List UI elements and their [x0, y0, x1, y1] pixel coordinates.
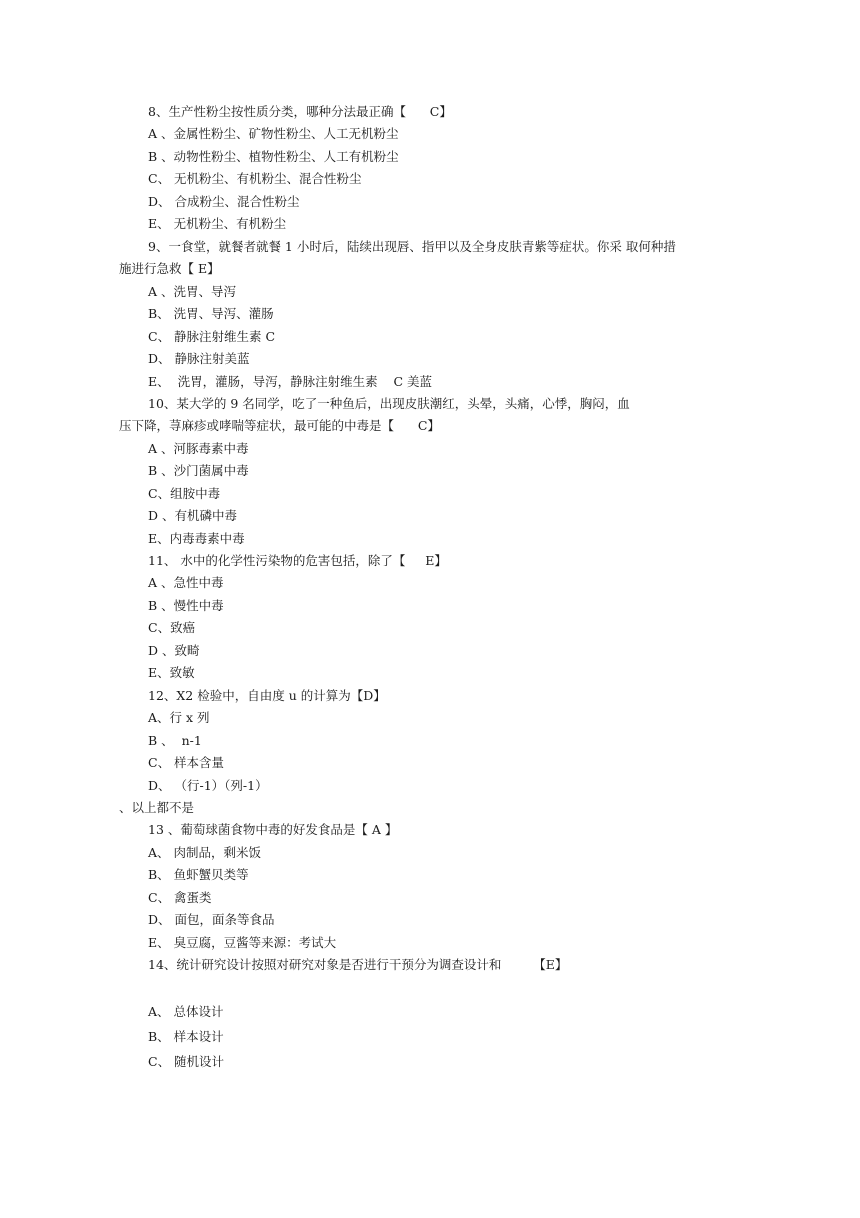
option-12-e: 、以上都不是 [119, 800, 195, 815]
option-11-b: B 、慢性中毒 [148, 598, 224, 613]
option-13-e: E、 臭豆腐，豆酱等来源：考试大 [148, 935, 337, 950]
option-12-b: B 、 n-1 [148, 733, 202, 748]
option-11-e: E、致敏 [148, 665, 195, 680]
option-11-a: A 、急性中毒 [148, 575, 224, 590]
option-10-a: A 、河豚毒素中毒 [148, 441, 249, 456]
question-9: 9、一食堂，就餐者就餐 1 小时后，陆续出现唇、指甲以及全身皮肤青紫等症状。你采 取何种措 [148, 239, 676, 254]
option-10-e: E、内毒毒素中毒 [148, 531, 245, 546]
option-11-c: C、致癌 [148, 620, 196, 635]
option-11-d: D 、致畸 [148, 643, 200, 658]
question-9-continued: 施进行急救【 E】 [119, 261, 220, 276]
option-14-a: A、 总体设计 [148, 1004, 224, 1019]
option-10-c: C、组胺中毒 [148, 486, 221, 501]
question-14: 14、统计研究设计按照对研究对象是否进行干预分为调查设计和 【E】 [148, 957, 568, 972]
option-12-c: C、 样本含量 [148, 755, 225, 770]
question-13: 13 、葡萄球菌食物中毒的好发食品是【 A 】 [148, 822, 398, 837]
option-8-e: E、 无机粉尘、有机粉尘 [148, 216, 287, 231]
option-12-a: A、行 x 列 [148, 710, 210, 725]
option-9-e: E、 洗胃，灌肠，导泻，静脉注射维生素 C 美蓝 [148, 374, 433, 389]
option-13-b: B、 鱼虾蟹贝类等 [148, 867, 249, 882]
option-8-a: A 、金属性粉尘、矿物性粉尘、人工无机粉尘 [148, 126, 399, 141]
question-10: 10、某大学的 9 名同学，吃了一种鱼后，出现皮肤潮红，头晕，头痛，心悸，胸闷，血 [148, 396, 630, 411]
question-12: 12、X2 检验中，自由度 u 的计算为【D】 [148, 688, 386, 703]
option-10-d: D 、有机磷中毒 [148, 508, 237, 523]
option-8-c: C、 无机粉尘、有机粉尘、混合性粉尘 [148, 171, 362, 186]
option-10-b: B 、沙门菌属中毒 [148, 463, 249, 478]
option-8-d: D、 合成粉尘、混合性粉尘 [148, 194, 300, 209]
option-12-d: D、 （行-1）（列-1） [148, 778, 268, 793]
question-11: 11、 水中的化学性污染物的危害包括，除了【 E】 [148, 553, 447, 568]
question-8: 8、生产性粉尘按性质分类，哪种分法最正确【 C】 [148, 104, 452, 119]
option-9-d: D、 静脉注射美蓝 [148, 351, 250, 366]
option-9-c: C、 静脉注射维生素 C [148, 329, 276, 344]
option-14-c: C、 随机设计 [148, 1054, 225, 1069]
option-9-b: B、 洗胃、导泻、灌肠 [148, 306, 274, 321]
question-10-continued: 压下降，荨麻疹或哮喘等症状，最可能的中毒是【 C】 [119, 418, 440, 433]
option-9-a: A 、洗胃、导泻 [148, 284, 237, 299]
option-8-b: B 、动物性粉尘、植物性粉尘、人工有机粉尘 [148, 149, 399, 164]
option-14-b: B、 样本设计 [148, 1029, 224, 1044]
option-13-c: C、 禽蛋类 [148, 890, 212, 905]
option-13-a: A、 肉制品，剩米饭 [148, 845, 262, 860]
option-13-d: D、 面包，面条等食品 [148, 912, 275, 927]
